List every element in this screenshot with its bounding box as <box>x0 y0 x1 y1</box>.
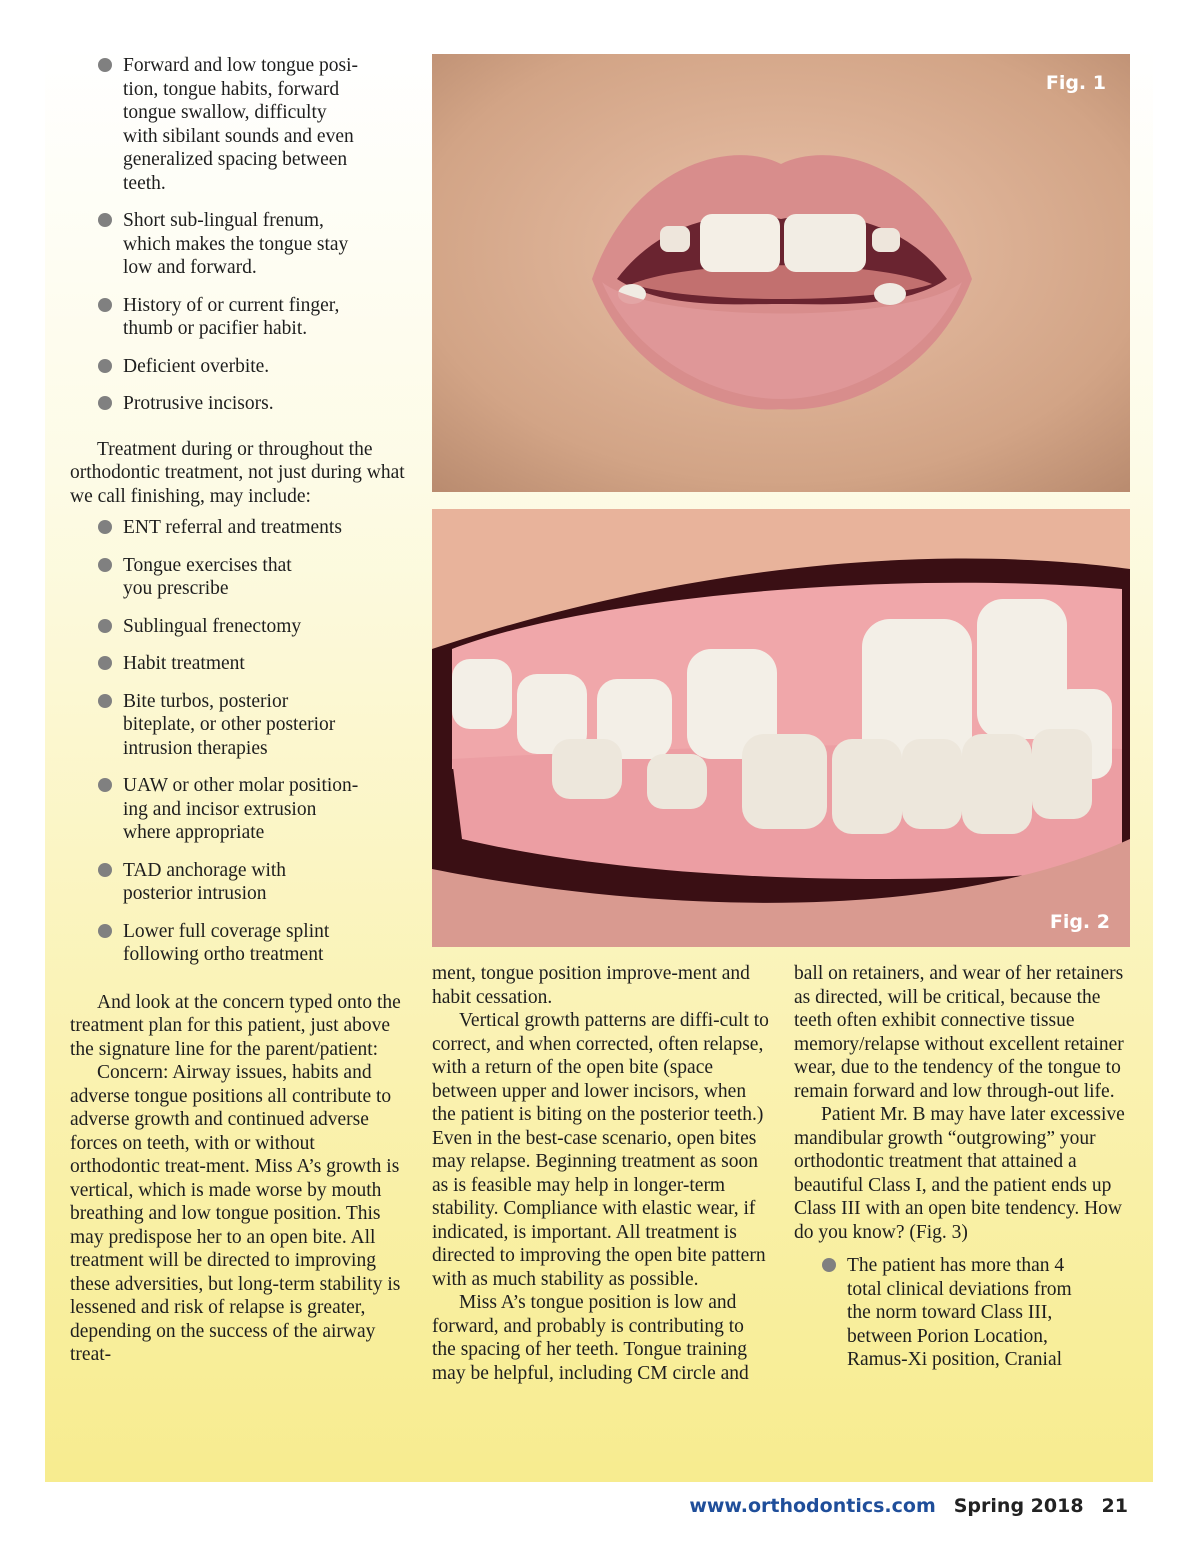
list-item: History of or current finger, thumb or pacifier habit. <box>70 294 405 341</box>
bullet-icon <box>98 58 112 72</box>
teeth-side-photo <box>432 509 1130 947</box>
list-item: Short sub-lingual frenum, which makes the tongue stay low and forward. <box>70 209 405 280</box>
bullet-icon <box>98 298 112 312</box>
list-item: TAD anchorage with posterior intrusion <box>70 859 405 906</box>
bullet-icon <box>98 694 112 708</box>
column-2 <box>432 962 772 1385</box>
page-number: 21 <box>1101 1495 1128 1517</box>
figure-1-label: Fig. 1 <box>1045 72 1106 94</box>
list-item: ENT referral and treatments <box>70 516 405 540</box>
bullet-icon <box>98 558 112 572</box>
list-item: Sublingual frenectomy <box>70 615 405 639</box>
bullet-icon <box>98 619 112 633</box>
deviation-list <box>794 1254 1134 1372</box>
bullet-icon <box>98 924 112 938</box>
list-item: Lower full coverage splint following ortho treatment <box>70 920 405 967</box>
paragraph-vertical-growth: Vertical growth patterns are diffi-cult to correct, and when corrected, often relapse, with a return of the open bite (space between upper and lower incisors, when the patient is biting on the posterior teeth.) Even in the best-case scenario, open bites may relapse. Beginning treatment as soon as is feasible may help in longer-term stability. Compliance with elastic wear, if indicated, is important. All treatment is directed to improving the open bite pattern with as much stability as possible. <box>432 1010 769 1290</box>
paragraph-mr-b: Patient Mr. B may have later excessive mandibular growth “outgrowing” your orthodontic treatment that attained a beautiful Class I, and the patient ends up Class III with an open bite tendency. How do you know? (Fig. 3) <box>794 1104 1125 1243</box>
bullet-icon <box>98 520 112 534</box>
website-link[interactable]: www.orthodontics.com <box>689 1495 936 1517</box>
list-item: Deficient overbite. <box>70 355 405 379</box>
paragraph-continuation: ball on retainers, and wear of her retainers as directed, will be critical, because the teeth often exhibit connective tissue memory/relapse without excellent retainer wear, due to the tendency of the tongue to remain forward and low through-out life. <box>794 963 1124 1102</box>
bullet-icon <box>822 1258 836 1272</box>
bullet-icon <box>98 359 112 373</box>
list-item: Protrusive incisors. <box>70 392 405 416</box>
paragraph-treatment-intro: Treatment during or throughout the orthodontic treatment, not just during what we call finishing, may include: <box>70 438 405 507</box>
bullet-icon <box>98 863 112 877</box>
bullet-icon <box>98 213 112 227</box>
mouth-front-photo <box>432 54 1130 492</box>
figure-2-photo <box>432 509 1130 947</box>
list-item: UAW or other molar position- ing and incisor extrusion where appropriate <box>70 774 405 845</box>
list-item: Bite turbos, posterior biteplate, or other posterior intrusion therapies <box>70 690 405 761</box>
paragraph-concern: Concern: Airway issues, habits and adverse tongue positions all contribute to adverse growth and continued adverse forces on teeth, with or without orthodontic treat-ment. Miss A’s growth is vertical, which is made worse by mouth breathing and low tongue position. This may predispose her to an open bite. All treatment will be directed to improving these adversities, but long-term stability is lessened and risk of relapse is greater, depending on the success of the airway treat- <box>70 1062 401 1365</box>
list-item: Tongue exercises that you prescribe <box>70 554 405 601</box>
bullet-icon <box>98 778 112 792</box>
treatment-list <box>70 516 405 967</box>
paragraph-tongue-position: Miss A’s tongue position is low and forward, and probably is contributing to the spacing of her teeth. Tongue training may be helpful, including CM circle and <box>432 1292 749 1384</box>
list-item: Forward and low tongue posi- tion, tongue habits, forward tongue swallow, difficulty with sibilant sounds and even generalized spacing between teeth. <box>70 54 405 195</box>
list-item: The patient has more than 4 total clinical deviations from the norm toward Class III, between Porion Location, Ramus-Xi position, Cranial <box>794 1254 1134 1372</box>
paragraph-concern-intro: And look at the concern typed onto the treatment plan for this patient, just above the signature line for the parent/patient: <box>70 991 401 1060</box>
bullet-icon <box>98 656 112 670</box>
risk-factor-list <box>70 54 405 416</box>
column-3 <box>794 962 1134 1386</box>
figure-1-photo <box>432 54 1130 492</box>
figure-2-label: Fig. 2 <box>1049 911 1110 933</box>
page-footer <box>689 1495 1128 1517</box>
paragraph-continuation: ment, tongue position improve-ment and habit cessation. <box>432 963 750 1008</box>
bullet-icon <box>98 396 112 410</box>
issue-season: Spring 2018 <box>953 1495 1084 1517</box>
column-1 <box>70 54 405 1367</box>
list-item: Habit treatment <box>70 652 405 676</box>
